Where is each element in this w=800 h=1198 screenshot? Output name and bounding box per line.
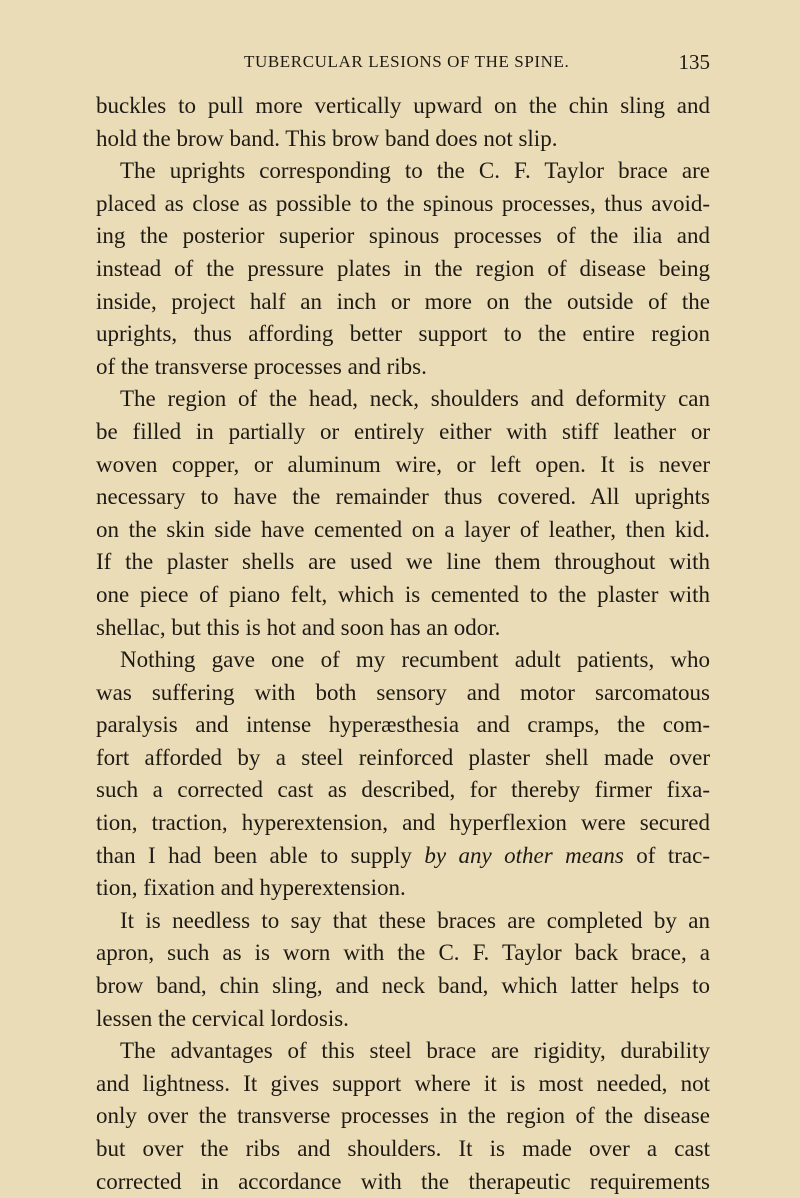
text-line: inside, project half an inch or more on the outside of the (96, 288, 710, 314)
text-line-with-italic (96, 840, 710, 873)
text-line: apron, such as is worn with the C. F. Taylor back brace, a (96, 940, 710, 966)
text-line: was suffering with both sensory and motor sarcomatous (96, 679, 710, 705)
text-line: brow band, chin sling, and neck band, which latter helps to (96, 973, 710, 999)
running-head (96, 52, 710, 76)
text-line: necessary to have the remainder thus covered. All uprights (96, 484, 710, 510)
text-line: such a corrected cast as described, for thereby firmer fixa- (96, 777, 710, 803)
text-line: paralysis and intense hyperæsthesia and cramps, the com- (96, 712, 710, 738)
text-line: hold the brow band. This brow band does not slip. (96, 125, 558, 151)
paragraph-start-line: The advantages of this steel brace are rigidity, durability (120, 1038, 710, 1064)
text-line: on the skin side have cemented on a layer of leather, then kid. (96, 516, 710, 542)
text-line: buckles to pull more vertically upward on the chin sling and (96, 93, 710, 118)
text-line: lessen the cervical lordosis. (96, 1005, 349, 1031)
paragraph-start-line: Nothing gave one of my recumbent adult patients, who (120, 647, 710, 673)
text-line: ing the posterior superior spinous processes of the ilia and (96, 223, 710, 249)
text-line: but over the ribs and shoulders. It is made over a cast (96, 1136, 710, 1161)
text-segment: of trac- (636, 842, 710, 868)
paragraph-start-line: The uprights corresponding to the C. F. Taylor brace are (120, 158, 710, 184)
text-line: placed as close as possible to the spinous processes, thus avoid- (96, 190, 710, 216)
page-number: 135 (678, 50, 710, 74)
text-line: fort afforded by a steel reinforced plaster shell made over (96, 744, 710, 770)
text-line: If the plaster shells are used we line them throughout with (96, 549, 710, 575)
text-line: one piece of piano felt, which is cemented to the plaster with (96, 581, 710, 607)
text-line: only over the transverse processes in the region of the disease (96, 1103, 710, 1129)
running-title: TUBERCULAR LESIONS OF THE SPINE. (244, 52, 570, 71)
body-text (96, 90, 710, 1198)
text-line: shellac, but this is hot and soon has an odor. (96, 614, 501, 640)
text-line: tion, fixation and hyperextension. (96, 875, 406, 901)
text-line: be filled in partially or entirely either with stiff leather or (96, 418, 710, 444)
text-line: uprights, thus affording better support to the entire region (96, 321, 710, 347)
text-segment: than I had been able to supply (96, 842, 412, 868)
text-line: corrected in accordance with the therapeutic requirements (96, 1168, 710, 1194)
text-line: woven copper, or aluminum wire, or left open. It is never (96, 451, 710, 477)
text-line: instead of the pressure plates in the region of disease being (96, 255, 710, 281)
text-line: of the transverse processes and ribs. (96, 353, 427, 379)
text-line: tion, traction, hyperextension, and hyperflexion were secured (96, 810, 710, 836)
paragraph-start-line: It is needless to say that these braces are completed by an (120, 907, 710, 933)
text-line: and lightness. It gives support where it is most needed, not (96, 1070, 710, 1096)
paragraph-start-line: The region of the head, neck, shoulders and deformity can (120, 386, 710, 412)
italic-emphasis: by any other means (424, 842, 624, 868)
